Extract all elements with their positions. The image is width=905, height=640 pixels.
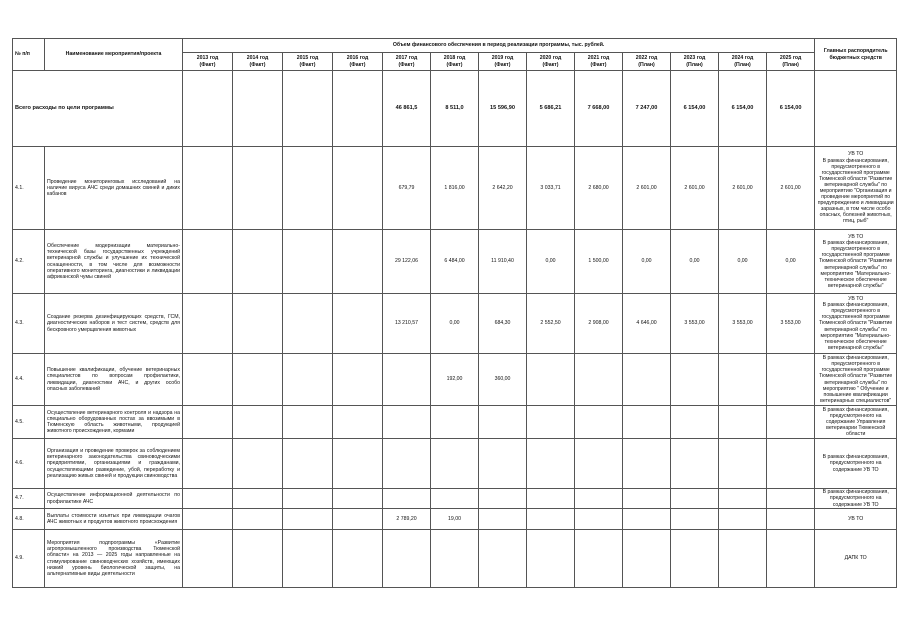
row-value bbox=[383, 354, 431, 406]
row-value bbox=[431, 530, 479, 588]
row-value: 0,00 bbox=[623, 230, 671, 294]
row-distributor: В рамках финансирования, предусмотренного на содержание УВ ТО bbox=[815, 489, 897, 509]
row-number: 4.3. bbox=[13, 294, 45, 354]
table-row bbox=[13, 530, 897, 588]
header-year-kind: (Факт) bbox=[494, 61, 511, 68]
header-name: Наименование мероприятия/проекта bbox=[45, 39, 183, 71]
total-value bbox=[333, 71, 383, 147]
row-value bbox=[283, 294, 333, 354]
row-name: Проведение мониторинговых исследований на наличие вируса АЧС среди домашних свиней и диких кабанов bbox=[45, 147, 183, 230]
row-value bbox=[623, 354, 671, 406]
row-value bbox=[233, 530, 283, 588]
header-year-kind: (Факт) bbox=[542, 61, 559, 68]
row-value bbox=[283, 354, 333, 406]
row-value bbox=[333, 230, 383, 294]
table-row bbox=[13, 147, 897, 230]
row-value bbox=[623, 489, 671, 509]
row-value bbox=[333, 147, 383, 230]
row-value bbox=[575, 509, 623, 530]
table-row bbox=[13, 354, 897, 406]
row-value bbox=[283, 147, 333, 230]
row-value bbox=[383, 530, 431, 588]
row-value bbox=[333, 354, 383, 406]
row-distributor: УВ ТО В рамках финансирования, предусмотренного в государственной программе Тюменской области "Развитие ветеринарной службы" по мероприятию "Материально-техническое обеспечение ветеринарной службы" bbox=[815, 294, 897, 354]
row-name: Осуществление ветеринарного контроля и надзора на специально оборудованных постах за ввозимыми в Тюменскую область животными, продукцией животного происхождения, кормами bbox=[45, 406, 183, 439]
row-value bbox=[575, 439, 623, 489]
header-year bbox=[431, 53, 479, 71]
total-value: 6 154,00 bbox=[671, 71, 719, 147]
row-name: Осуществление информационной деятельности по профилактике АЧС bbox=[45, 489, 183, 509]
row-value: 684,30 bbox=[479, 294, 527, 354]
row-value: 0,00 bbox=[431, 294, 479, 354]
row-value: 29 122,06 bbox=[383, 230, 431, 294]
row-value bbox=[233, 439, 283, 489]
row-value: 2 601,00 bbox=[767, 147, 815, 230]
row-value bbox=[671, 354, 719, 406]
row-value: 11 910,40 bbox=[479, 230, 527, 294]
row-value bbox=[623, 530, 671, 588]
header-row-top bbox=[13, 39, 897, 53]
row-value bbox=[183, 147, 233, 230]
table-row bbox=[13, 439, 897, 489]
row-value bbox=[183, 406, 233, 439]
header-year-label: 2013 год bbox=[196, 55, 219, 62]
total-value: 8 511,0 bbox=[431, 71, 479, 147]
row-value: 360,00 bbox=[479, 354, 527, 406]
row-name: Обеспечение модернизации материально-технической базы государственных учреждений ветеринарной службы и улучшение их технической оснащенности, в том числе для возможности оперативного мониторинга, диагностики и ликвидации африканской чумы свиней bbox=[45, 230, 183, 294]
header-year-label: 2021 год bbox=[587, 55, 610, 62]
row-name: Выплаты стоимости изъятых при ликвидации очагов АЧС животных и продуктов животного происхождения bbox=[45, 509, 183, 530]
row-value bbox=[623, 406, 671, 439]
row-value: 2 601,00 bbox=[671, 147, 719, 230]
row-value bbox=[623, 509, 671, 530]
row-value bbox=[719, 489, 767, 509]
total-distributor bbox=[815, 71, 897, 147]
header-year-label: 2023 год bbox=[683, 55, 706, 62]
header-year-label: 2017 год bbox=[395, 55, 418, 62]
row-distributor: В рамках финансирования, предусмотренного в государственной программе Тюменской области "Развитие ветеринарной службы" по мероприятию " Обучение и повышение квалификации ветеринарных специалистов" bbox=[815, 354, 897, 406]
row-value bbox=[233, 147, 283, 230]
header-year-kind: (Факт) bbox=[398, 61, 415, 68]
row-value bbox=[283, 530, 333, 588]
row-value: 2 601,00 bbox=[719, 147, 767, 230]
row-value: 1 500,00 bbox=[575, 230, 623, 294]
header-year-kind: (План) bbox=[782, 61, 799, 68]
row-value bbox=[233, 294, 283, 354]
header-year-kind: (Факт) bbox=[349, 61, 366, 68]
row-value bbox=[767, 406, 815, 439]
row-value bbox=[671, 406, 719, 439]
row-number: 4.7. bbox=[13, 489, 45, 509]
header-year-label: 2019 год bbox=[491, 55, 514, 62]
row-value bbox=[527, 530, 575, 588]
table-row bbox=[13, 230, 897, 294]
row-value bbox=[527, 489, 575, 509]
row-number: 4.5. bbox=[13, 406, 45, 439]
row-value: 2 789,20 bbox=[383, 509, 431, 530]
row-value bbox=[333, 406, 383, 439]
row-number: 4.8. bbox=[13, 509, 45, 530]
row-value bbox=[431, 406, 479, 439]
row-distributor: УВ ТО bbox=[815, 509, 897, 530]
row-value bbox=[527, 354, 575, 406]
row-value bbox=[719, 509, 767, 530]
header-year bbox=[183, 53, 233, 71]
header-year-kind: (Факт) bbox=[299, 61, 316, 68]
row-distributor: ДАПК ТО bbox=[815, 530, 897, 588]
header-year-kind: (План) bbox=[734, 61, 751, 68]
row-value: 0,00 bbox=[671, 230, 719, 294]
header-year-label: 2016 год bbox=[346, 55, 369, 62]
row-value bbox=[767, 354, 815, 406]
total-value bbox=[283, 71, 333, 147]
header-year-label: 2022 год bbox=[635, 55, 658, 62]
row-value: 0,00 bbox=[767, 230, 815, 294]
table-row bbox=[13, 509, 897, 530]
row-number: 4.4. bbox=[13, 354, 45, 406]
total-label: Всего расходы по цели программы bbox=[13, 71, 183, 147]
row-value: 2 552,50 bbox=[527, 294, 575, 354]
row-value bbox=[719, 530, 767, 588]
row-value: 2 601,00 bbox=[623, 147, 671, 230]
row-value: 679,79 bbox=[383, 147, 431, 230]
row-value bbox=[283, 509, 333, 530]
row-value bbox=[479, 530, 527, 588]
row-value: 4 646,00 bbox=[623, 294, 671, 354]
row-value: 3 553,00 bbox=[719, 294, 767, 354]
row-number: 4.6. bbox=[13, 439, 45, 489]
row-value bbox=[183, 354, 233, 406]
total-value: 6 154,00 bbox=[719, 71, 767, 147]
row-distributor: УВ ТО В рамках финансирования, предусмотренного в государственной программе Тюменской области "Развитие ветеринарной службы" по мероприятию "Организация и проведение мероприятий по предупреждению и ликвидации заразных, в том числе особо опасных, болезней животных, птиц, рыб" bbox=[815, 147, 897, 230]
header-year bbox=[527, 53, 575, 71]
row-value: 19,00 bbox=[431, 509, 479, 530]
row-name: Организация и проведение проверок за соблюдением ветеринарного законодательства свиноводческими предприятиями, организациями и гражданами, осуществляющими разведение, убой, переработку и реализацию живых свиней и продукции свиноводства bbox=[45, 439, 183, 489]
row-value: 2 680,00 bbox=[575, 147, 623, 230]
row-value bbox=[383, 439, 431, 489]
header-funding: Объем финансового обеспечения в период реализации программы, тыс. рублей. bbox=[183, 39, 815, 53]
row-value bbox=[333, 530, 383, 588]
row-value bbox=[767, 530, 815, 588]
row-value bbox=[575, 406, 623, 439]
row-number: 4.9. bbox=[13, 530, 45, 588]
header-year bbox=[333, 53, 383, 71]
total-value: 6 154,00 bbox=[767, 71, 815, 147]
total-value: 5 686,21 bbox=[527, 71, 575, 147]
row-value bbox=[575, 489, 623, 509]
row-value bbox=[671, 489, 719, 509]
header-year bbox=[383, 53, 431, 71]
header-year-kind: (Факт) bbox=[199, 61, 216, 68]
total-value bbox=[183, 71, 233, 147]
header-year-kind: (Факт) bbox=[249, 61, 266, 68]
row-number: 4.1. bbox=[13, 147, 45, 230]
row-value: 3 033,71 bbox=[527, 147, 575, 230]
row-value bbox=[527, 509, 575, 530]
total-value: 7 668,00 bbox=[575, 71, 623, 147]
header-year bbox=[767, 53, 815, 71]
header-year bbox=[283, 53, 333, 71]
funding-table bbox=[12, 38, 897, 588]
header-year-label: 2014 год bbox=[246, 55, 269, 62]
row-value bbox=[479, 509, 527, 530]
header-no: № п/п bbox=[13, 39, 45, 71]
row-value: 2 908,00 bbox=[575, 294, 623, 354]
row-value bbox=[283, 489, 333, 509]
header-year bbox=[719, 53, 767, 71]
header-year-label: 2020 год bbox=[539, 55, 562, 62]
row-value: 6 484,00 bbox=[431, 230, 479, 294]
row-distributor: В рамках финансирования, предусмотренного на содержание Управления ветеринарии Тюменской области bbox=[815, 406, 897, 439]
row-value: 3 553,00 bbox=[671, 294, 719, 354]
total-value: 46 861,5 bbox=[383, 71, 431, 147]
row-value bbox=[333, 509, 383, 530]
total-value: 7 247,00 bbox=[623, 71, 671, 147]
header-year bbox=[671, 53, 719, 71]
row-value bbox=[719, 406, 767, 439]
row-value bbox=[671, 439, 719, 489]
row-value bbox=[233, 509, 283, 530]
row-value bbox=[283, 439, 333, 489]
header-year bbox=[623, 53, 671, 71]
row-value bbox=[767, 439, 815, 489]
row-value bbox=[283, 230, 333, 294]
row-value bbox=[623, 439, 671, 489]
row-value bbox=[183, 294, 233, 354]
row-value bbox=[431, 439, 479, 489]
row-value bbox=[719, 354, 767, 406]
row-value bbox=[183, 439, 233, 489]
table-row bbox=[13, 294, 897, 354]
row-value bbox=[431, 489, 479, 509]
row-distributor: УВ ТО В рамках финансирования, предусмотренного в государственной программе Тюменской области "Развитие ветеринарной службы" по мероприятию "Материально-техническое обеспечение ветеринарной службы" bbox=[815, 230, 897, 294]
header-year bbox=[479, 53, 527, 71]
row-value bbox=[479, 439, 527, 489]
row-value bbox=[233, 354, 283, 406]
row-value: 2 642,20 bbox=[479, 147, 527, 230]
row-value bbox=[333, 489, 383, 509]
row-value bbox=[575, 354, 623, 406]
row-value bbox=[479, 489, 527, 509]
row-value bbox=[671, 509, 719, 530]
row-value bbox=[767, 509, 815, 530]
row-value: 0,00 bbox=[719, 230, 767, 294]
table-row bbox=[13, 489, 897, 509]
header-year-kind: (Факт) bbox=[590, 61, 607, 68]
row-value bbox=[527, 406, 575, 439]
header-year-label: 2018 год bbox=[443, 55, 466, 62]
total-row bbox=[13, 71, 897, 147]
row-number: 4.2. bbox=[13, 230, 45, 294]
row-value: 192,00 bbox=[431, 354, 479, 406]
header-year-kind: (Факт) bbox=[446, 61, 463, 68]
row-value bbox=[183, 489, 233, 509]
row-name: Повышение квалификации, обучение ветеринарных специалистов по вопросам профилактики, ликвидации, диагностики АЧС, и других особо опасных заболеваний bbox=[45, 354, 183, 406]
row-value bbox=[333, 294, 383, 354]
row-value bbox=[671, 530, 719, 588]
row-name: Создание резерва дезинфицирующих средств, ГСМ, диагностических наборов и тест систем, средств для бескровного умерщвления животных bbox=[45, 294, 183, 354]
row-value bbox=[233, 489, 283, 509]
header-year-kind: (План) bbox=[686, 61, 703, 68]
row-value bbox=[719, 439, 767, 489]
total-value: 15 596,90 bbox=[479, 71, 527, 147]
header-year-kind: (План) bbox=[638, 61, 655, 68]
row-value bbox=[383, 489, 431, 509]
row-value: 0,00 bbox=[527, 230, 575, 294]
header-year bbox=[575, 53, 623, 71]
header-year-label: 2015 год bbox=[296, 55, 319, 62]
row-value bbox=[333, 439, 383, 489]
row-value bbox=[767, 489, 815, 509]
header-distributor: Главных распорядитель бюджетных средств bbox=[815, 39, 897, 71]
row-name: Мероприятия подпрограммы «Развитие агропромышленного производства Тюменской области» на 2013 — 2025 годы направленные на стимулирование свиноводческих хозяйств, имеющих низкий уровень биологической защиты, на альтернативные виды деятельности bbox=[45, 530, 183, 588]
row-value bbox=[527, 439, 575, 489]
row-distributor: В рамках финансирования, предусмотренного на содержание УВ ТО bbox=[815, 439, 897, 489]
row-value bbox=[575, 530, 623, 588]
header-year-label: 2025 год bbox=[779, 55, 802, 62]
header-year bbox=[233, 53, 283, 71]
row-value: 3 553,00 bbox=[767, 294, 815, 354]
total-value bbox=[233, 71, 283, 147]
row-value bbox=[479, 406, 527, 439]
row-value: 13 210,57 bbox=[383, 294, 431, 354]
row-value bbox=[283, 406, 333, 439]
table-row bbox=[13, 406, 897, 439]
row-value bbox=[183, 530, 233, 588]
row-value bbox=[183, 509, 233, 530]
header-year-label: 2024 год bbox=[731, 55, 754, 62]
row-value bbox=[383, 406, 431, 439]
row-value bbox=[233, 230, 283, 294]
row-value bbox=[233, 406, 283, 439]
row-value: 1 816,00 bbox=[431, 147, 479, 230]
row-value bbox=[183, 230, 233, 294]
